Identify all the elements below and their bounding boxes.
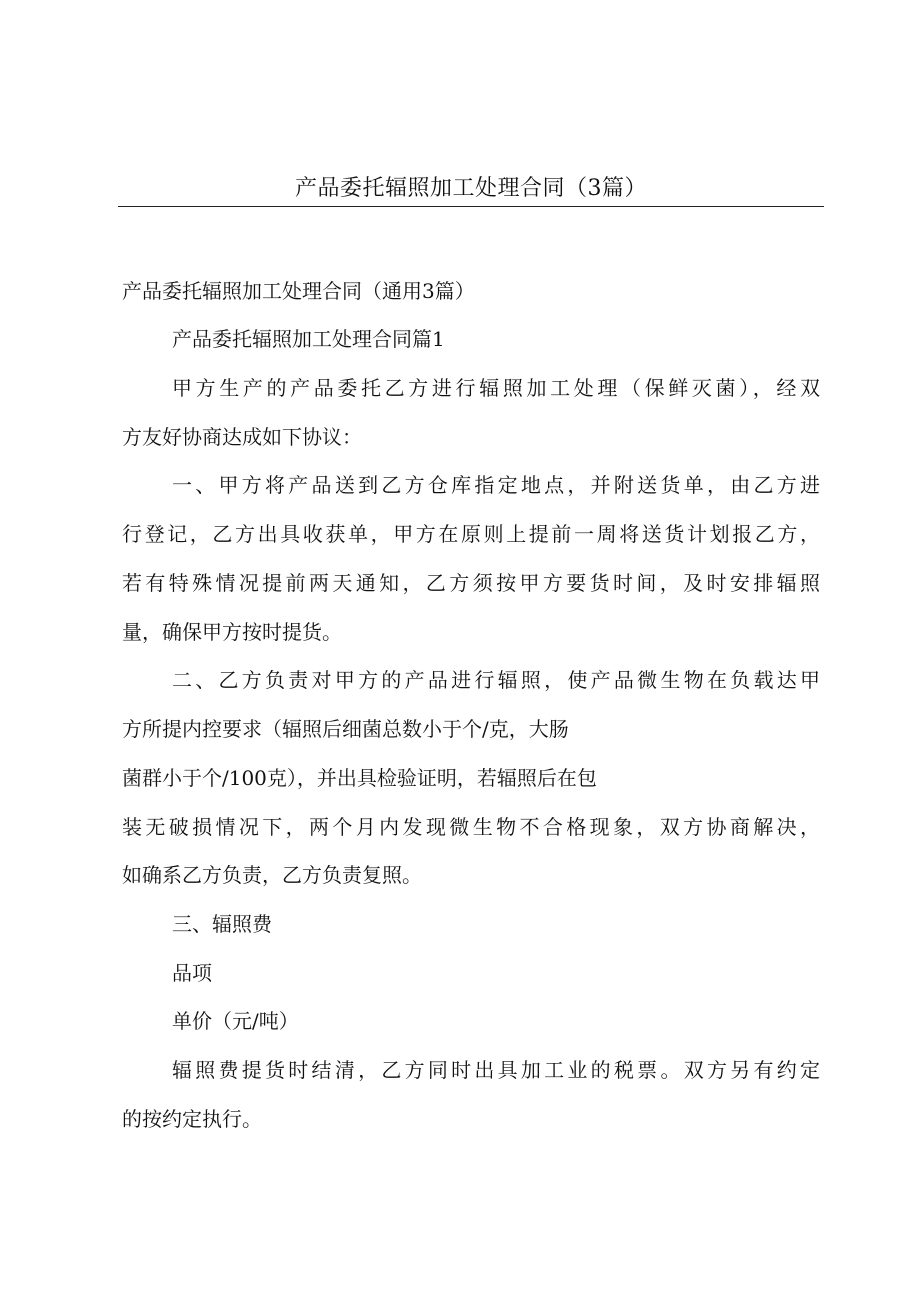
clause3-heading: 三、辐照费: [172, 912, 272, 936]
clause2-line-1: 二、乙方负责对甲方的产品进行辐照，使产品微生物在负载达甲: [172, 668, 820, 692]
clause2-line-4: 装无破损情况下，两个月内发现微生物不合格现象，双方协商解决，: [122, 815, 820, 839]
intro-line-1: 甲方生产的产品委托乙方进行辐照加工处理（保鲜灭菌），经双: [172, 376, 820, 400]
clause1-line-4: 量，确保甲方按时提货。: [122, 620, 342, 644]
document-title: 产品委托辐照加工处理合同（3篇）: [295, 176, 647, 201]
title-underline: [118, 206, 824, 207]
clause1-line-2: 行登记，乙方出具收获单，甲方在原则上提前一周将送货计划报乙方，: [122, 522, 820, 546]
section-heading: 产品委托辐照加工处理合同篇1: [172, 327, 445, 351]
price-label: 单价（元/吨）: [172, 1009, 299, 1033]
intro-line-2: 方友好协商达成如下协议：: [122, 425, 362, 449]
clause2-line-3: 菌群小于个/100克），并出具检验证明，若辐照后在包: [122, 766, 597, 790]
clause1-line-1: 一、甲方将产品送到乙方仓库指定地点，并附送货单，由乙方进: [172, 473, 820, 497]
document-subtitle: 产品委托辐照加工处理合同（通用3篇）: [122, 279, 475, 303]
settlement-line-1: 辐照费提货时结清，乙方同时出具加工业的税票。双方另有约定: [172, 1058, 820, 1082]
clause2-line-5: 如确系乙方负责，乙方负责复照。: [122, 863, 422, 887]
settlement-line-2: 的按约定执行。: [122, 1107, 262, 1131]
item-label: 品项: [172, 961, 212, 985]
clause2-line-2: 方所提内控要求（辐照后细菌总数小于个/克，大肠: [122, 717, 569, 741]
clause1-line-3: 若有特殊情况提前两天通知，乙方须按甲方要货时间，及时安排辐照: [122, 571, 820, 595]
